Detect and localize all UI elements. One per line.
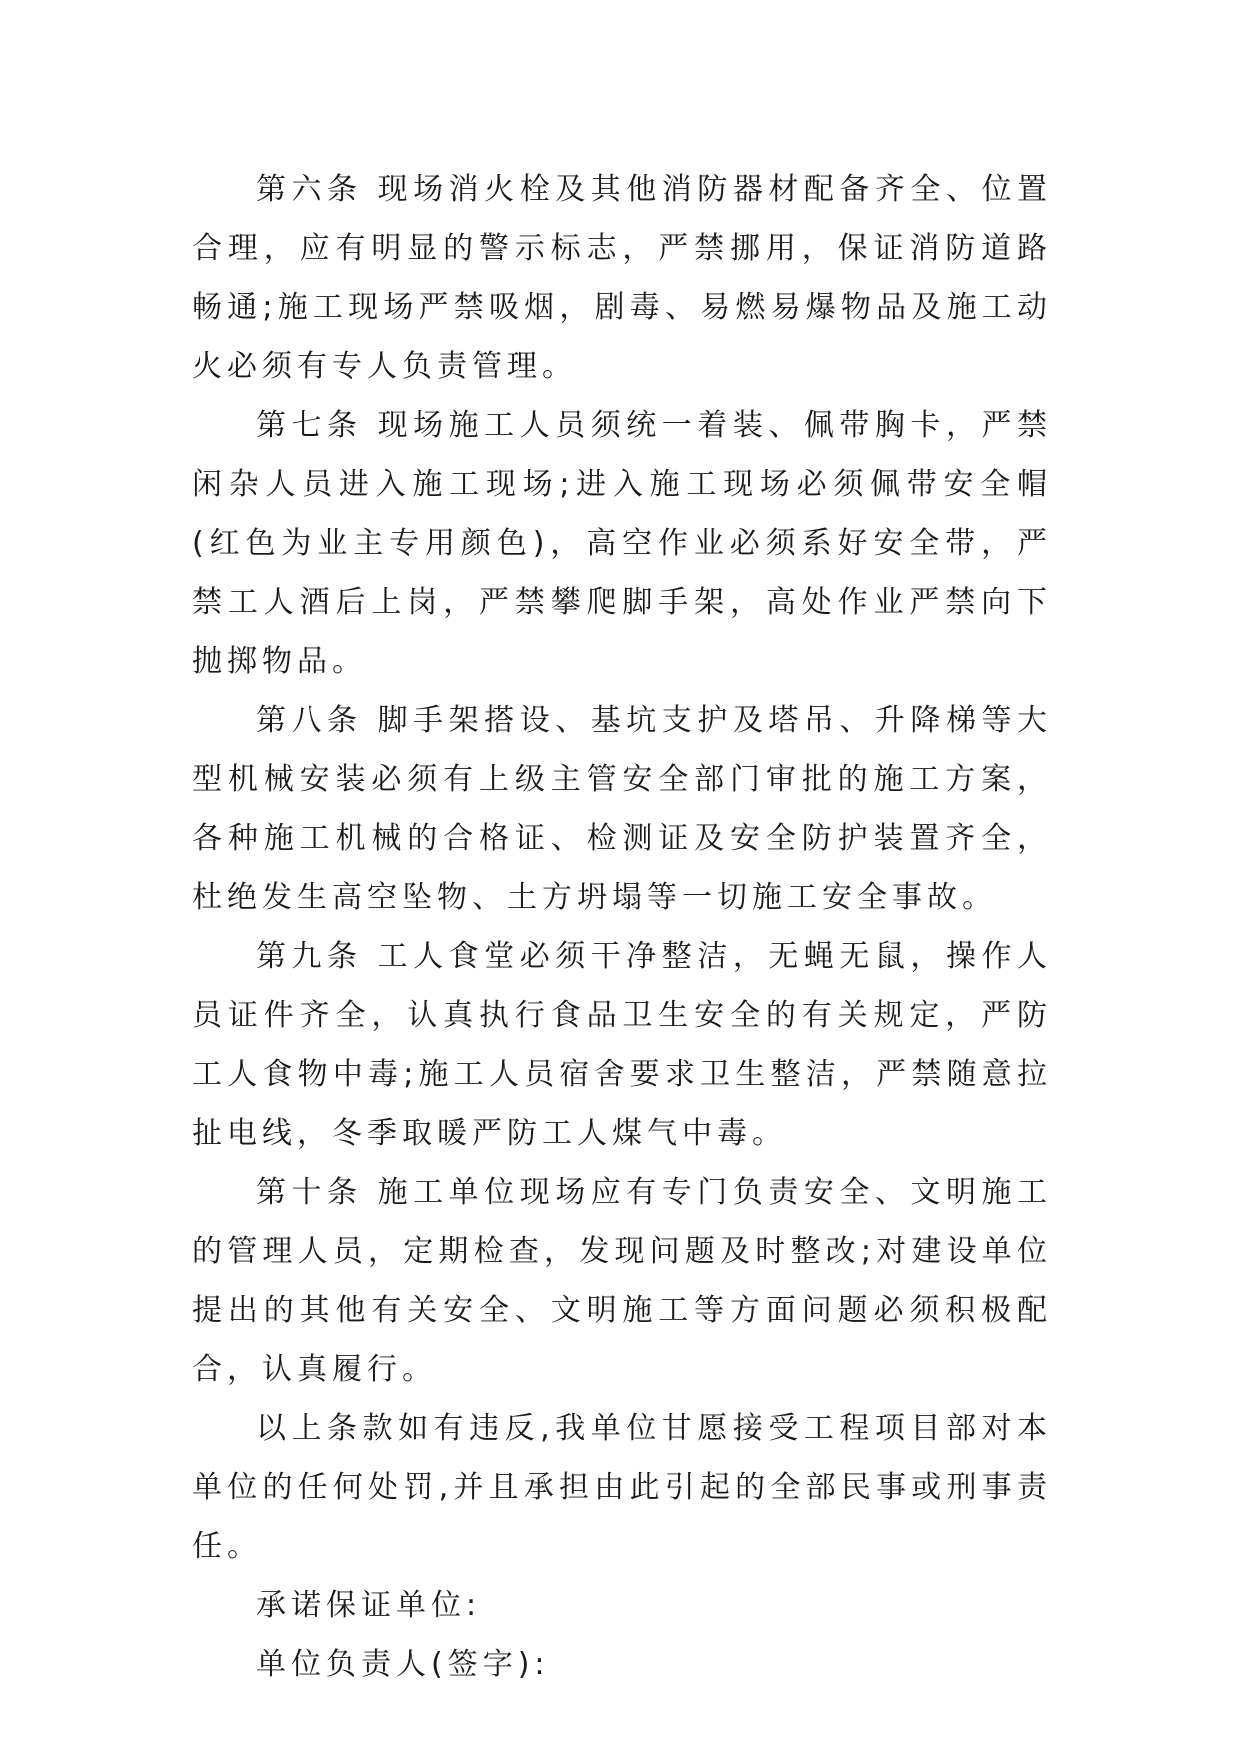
signatory-label: 单位负责人(签字): (256, 1647, 550, 1682)
guarantor-label: 承诺保证单位: (256, 1588, 482, 1623)
liability-statement-paragraph: 以上条款如有违反,我单位甘愿接受工程项目部对本单位的任何处罚,并且承担由此引起的全部民事或刑事责任。 (192, 1411, 1052, 1564)
article-8-paragraph: 第八条 脚手架搭设、基坑支护及塔吊、升降梯等大型机械安装必须有上级主管安全部门审批的施工方案，各种施工机械的合格证、检测证及安全防护装置齐全，杜绝发生高空坠物、土方坍塌等一切施工安全事故。 (192, 703, 1052, 915)
document-body (192, 160, 1052, 1694)
article-7-paragraph: 第七条 现场施工人员须统一着装、佩带胸卡，严禁闲杂人员进入施工现场;进入施工现场必须佩带安全帽(红色为业主专用颜色)，高空作业必须系好安全带，严禁工人酒后上岗，严禁攀爬脚手架，高处作业严禁向下抛掷物品。 (192, 408, 1052, 679)
article-9-paragraph: 第九条 工人食堂必须干净整洁，无蝇无鼠，操作人员证件齐全，认真执行食品卫生安全的有关规定，严防工人食物中毒;施工人员宿舍要求卫生整洁，严禁随意拉扯电线，冬季取暖严防工人煤气中毒。 (192, 939, 1052, 1151)
article-6-paragraph: 第六条 现场消火栓及其他消防器材配备齐全、位置合理，应有明显的警示标志，严禁挪用，保证消防道路畅通;施工现场严禁吸烟，剧毒、易燃易爆物品及施工动火必须有专人负责管理。 (192, 172, 1052, 384)
article-10-paragraph: 第十条 施工单位现场应有专门负责安全、文明施工的管理人员，定期检查，发现问题及时整改;对建设单位提出的其他有关安全、文明施工等方面问题必须积极配合，认真履行。 (192, 1175, 1052, 1387)
